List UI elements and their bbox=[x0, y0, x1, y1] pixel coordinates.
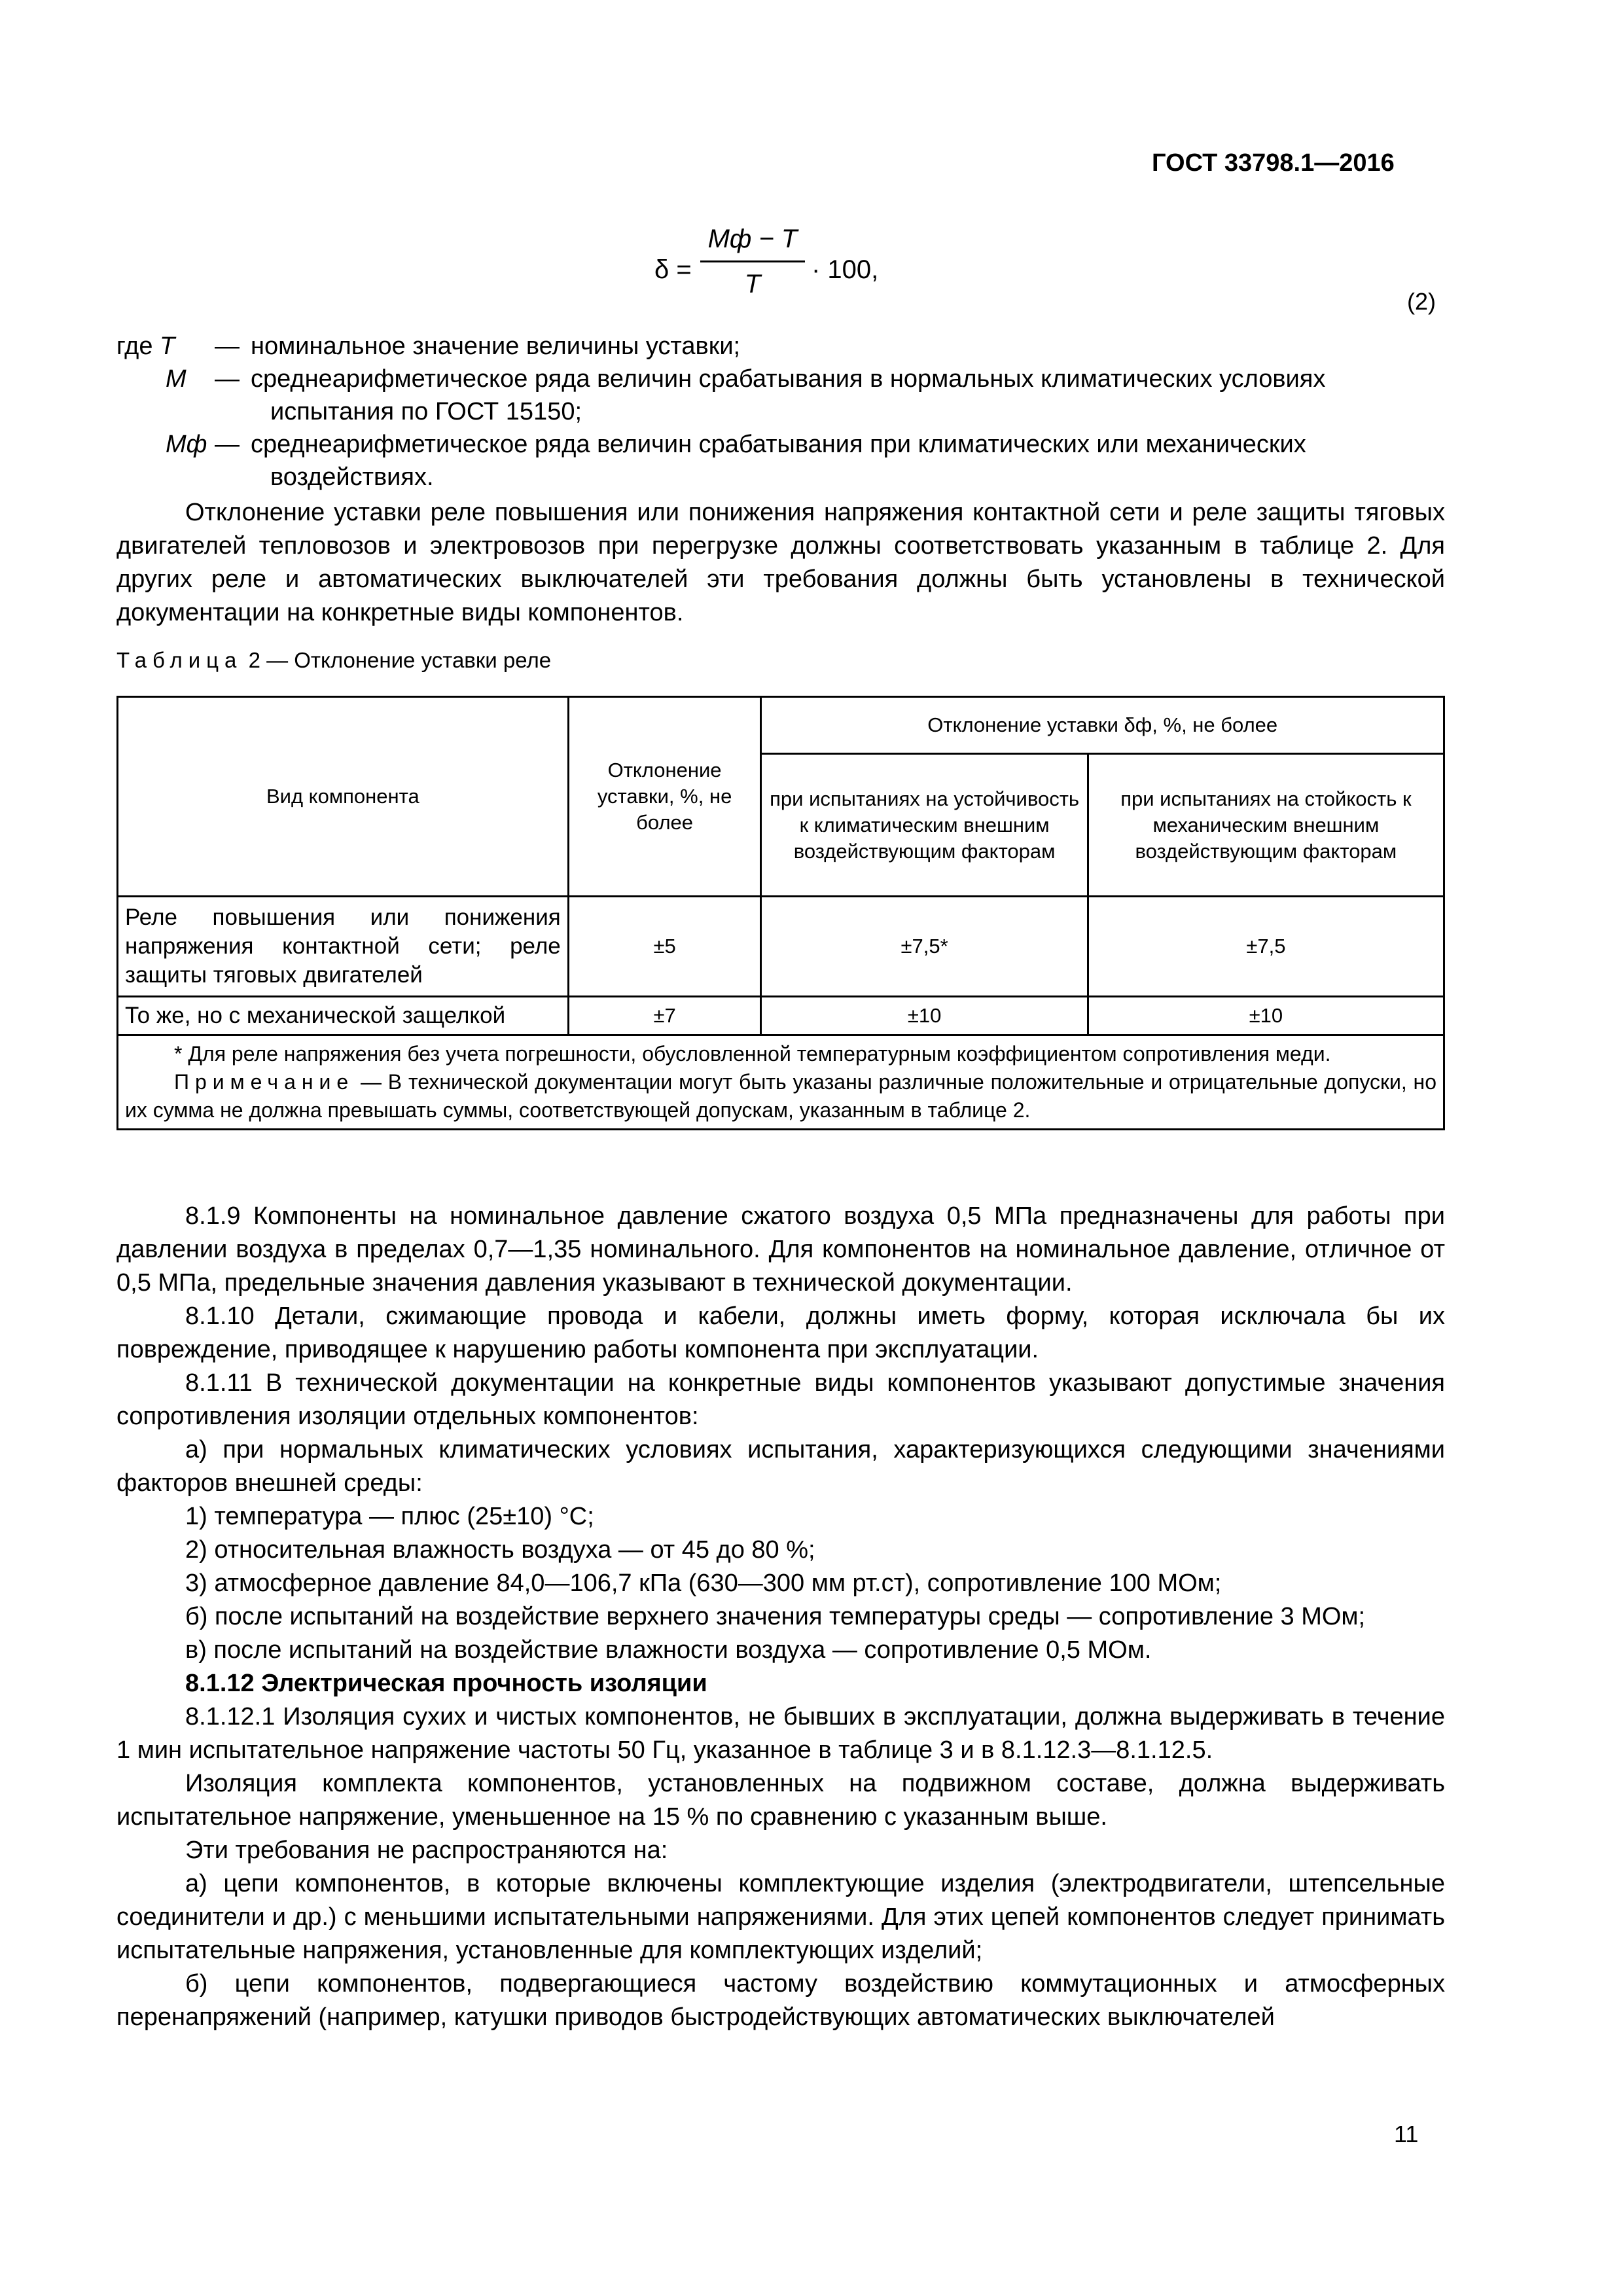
list-item-b: б) после испытаний на воздействие верхнего значения температуры среды — сопротивление 3 МОм; bbox=[185, 1603, 1366, 1630]
table-row bbox=[118, 897, 1444, 997]
symbol-t: T bbox=[160, 332, 175, 360]
definition-text-cont: воздействиях. bbox=[270, 463, 434, 491]
where-label: где bbox=[116, 332, 153, 360]
symbol-mf: Mф bbox=[166, 431, 207, 458]
definition-row bbox=[116, 428, 1445, 493]
list-item-2: 2) относительная влажность воздуха — от 45 до 80 %; bbox=[185, 1536, 815, 1564]
document-code: ГОСТ 33798.1—2016 bbox=[1152, 149, 1395, 177]
header-climatic: при испытаниях на устойчивость к климатическим внешним воздействующим факторам bbox=[761, 754, 1088, 897]
cell-climatic: ±10 bbox=[761, 997, 1088, 1035]
equation-number: (2) bbox=[1407, 288, 1436, 315]
paragraph-8-1-12-1: 8.1.12.1 Изоляция сухих и чистых компонентов, не бывших в эксплуатации, должна выдерживать в течение 1 мин испытательное напряжение частоты 50 Гц, указанное в таблице 3 и в 8.1.12.3—8.1.12.5. bbox=[116, 1703, 1445, 1764]
formula-denominator: T bbox=[744, 270, 761, 298]
list-item-exception-a: а) цепи компонентов, в которые включены комплектующие изделия (электродвигатели, штепсельные соединители и др.) с меньшими испытательными напряжениями. Для этих цепей компонентов следует принимать испытательные напряжения, установленные для комплектующих изделий; bbox=[116, 1870, 1445, 1964]
paragraph-8-1-10: 8.1.10 Детали, сжимающие провода и кабели, должны иметь форму, которая исключала бы их повреждение, приводящее к нарушению работы компонента при эксплуатации. bbox=[116, 1302, 1445, 1363]
deviation-table bbox=[116, 696, 1445, 1130]
table-caption-text: 2 — Отклонение уставки реле bbox=[248, 648, 552, 672]
paragraph-8-1-9: 8.1.9 Компоненты на номинальное давление сжатого воздуха 0,5 МПа предназначены для работы при давлении воздуха в пределах 0,7—1,35 номинального. Для компонентов на номинальное давление, отличное от 0,5 МПа, предельные значения давления указывают в технической документации. bbox=[116, 1202, 1445, 1297]
header-deviation: Отклонение уставки, %, не более bbox=[568, 697, 761, 897]
definition-text bbox=[251, 428, 1445, 493]
header-component: Вид компонента bbox=[118, 697, 569, 897]
table-footer-row bbox=[118, 1035, 1444, 1130]
definition-text bbox=[251, 363, 1445, 428]
page-number: 11 bbox=[1394, 2121, 1419, 2147]
definitions bbox=[116, 330, 1445, 493]
definition-text-cont: испытания по ГОСТ 15150; bbox=[270, 398, 582, 425]
formula bbox=[654, 223, 890, 314]
definition-text-line: среднеарифметическое ряда величин срабатывания в нормальных климатических условиях bbox=[251, 365, 1326, 393]
note-text: — В технической документации могут быть указаны различные положительные и отрицательные допуски, но их сумма не должна превышать суммы, соответствующей допускам, указанным в таблице 2. bbox=[125, 1070, 1436, 1122]
formula-numerator: Mф − T bbox=[707, 224, 798, 253]
list-item-exception-b: б) цепи компонентов, подвергающиеся частому воздействию коммутационных и атмосферных перенапряжений (например, катушки приводов быстродействующих автоматических выключателей bbox=[116, 1970, 1445, 2031]
table-note bbox=[125, 1068, 1436, 1124]
paragraph-exceptions: Эти требования не распространяются на: bbox=[185, 1837, 668, 1864]
table-footnote-cell bbox=[118, 1035, 1444, 1130]
body-text bbox=[116, 1200, 1445, 2034]
list-item-1: 1) температура — плюс (25±10) °С; bbox=[185, 1503, 594, 1530]
table-caption bbox=[116, 648, 551, 673]
cell-component: Реле повышения или понижения напряжения контактной сети; реле защиты тяговых двигателей bbox=[118, 897, 569, 997]
note-label: Примечание bbox=[174, 1070, 355, 1094]
header-mechanical: при испытаниях на стойкость к механическим внешним воздействующим факторам bbox=[1088, 754, 1444, 897]
paragraph-8-1-11: 8.1.11 В технической документации на конкретные виды компонентов указывают допустимые значения сопротивления изоляции отдельных компонентов: bbox=[116, 1369, 1445, 1430]
definition-dash: — bbox=[215, 431, 240, 458]
intro-paragraph: Отклонение уставки реле повышения или понижения напряжения контактной сети и реле защиты тяговых двигателей тепловозов и электровозов при перегрузке должны соответствовать указанным в таблице 2. Для других реле и автоматических выключателей эти требования должны быть установлены в технической документации на конкретные виды компонентов. bbox=[116, 499, 1445, 626]
table-row bbox=[118, 997, 1444, 1035]
definition-row bbox=[116, 363, 1445, 428]
fraction-bar bbox=[700, 260, 805, 262]
table-footnote: * Для реле напряжения без учета погрешности, обусловленной температурным коэффициентом сопротивления меди. bbox=[174, 1042, 1331, 1066]
paragraph-kit-insulation: Изоляция комплекта компонентов, установленных на подвижном составе, должна выдерживать испытательное напряжение, уменьшенное на 15 % по сравнению с указанным выше. bbox=[116, 1770, 1445, 1831]
formula-lhs: δ = bbox=[654, 255, 692, 284]
header-group: Отклонение уставки δф, %, не более bbox=[761, 697, 1444, 754]
table-caption-word: Таблица bbox=[116, 648, 243, 672]
definition-text: номинальное значение величины уставки; bbox=[251, 332, 741, 360]
cell-deviation: ±5 bbox=[568, 897, 761, 997]
list-item-v: в) после испытаний на воздействие влажности воздуха — сопротивление 0,5 МОм. bbox=[185, 1636, 1152, 1664]
definition-dash: — bbox=[215, 365, 240, 393]
table-header-row bbox=[118, 697, 1444, 754]
cell-deviation: ±7 bbox=[568, 997, 761, 1035]
cell-mechanical: ±10 bbox=[1088, 997, 1444, 1035]
definition-dash: — bbox=[215, 332, 240, 360]
list-item-a: а) при нормальных климатических условиях испытания, характеризующихся следующими значениями факторов внешней среды: bbox=[116, 1436, 1445, 1497]
cell-climatic: ±7,5* bbox=[761, 897, 1088, 997]
definition-row bbox=[116, 330, 1445, 363]
list-item-3: 3) атмосферное давление 84,0—106,7 кПа (630—300 мм рт.ст), сопротивление 100 МОм; bbox=[185, 1570, 1222, 1597]
definition-symbol bbox=[116, 330, 215, 363]
formula-rhs: · 100, bbox=[812, 255, 879, 284]
cell-component: То же, но с механической защелкой bbox=[118, 997, 569, 1035]
definition-text-line: среднеарифметическое ряда величин срабатывания при климатических или механических bbox=[251, 431, 1306, 458]
symbol-m: M bbox=[166, 365, 187, 393]
formula-fraction bbox=[700, 223, 805, 300]
cell-mechanical: ±7,5 bbox=[1088, 897, 1444, 997]
section-heading-8-1-12: 8.1.12 Электрическая прочность изоляции bbox=[185, 1670, 707, 1697]
